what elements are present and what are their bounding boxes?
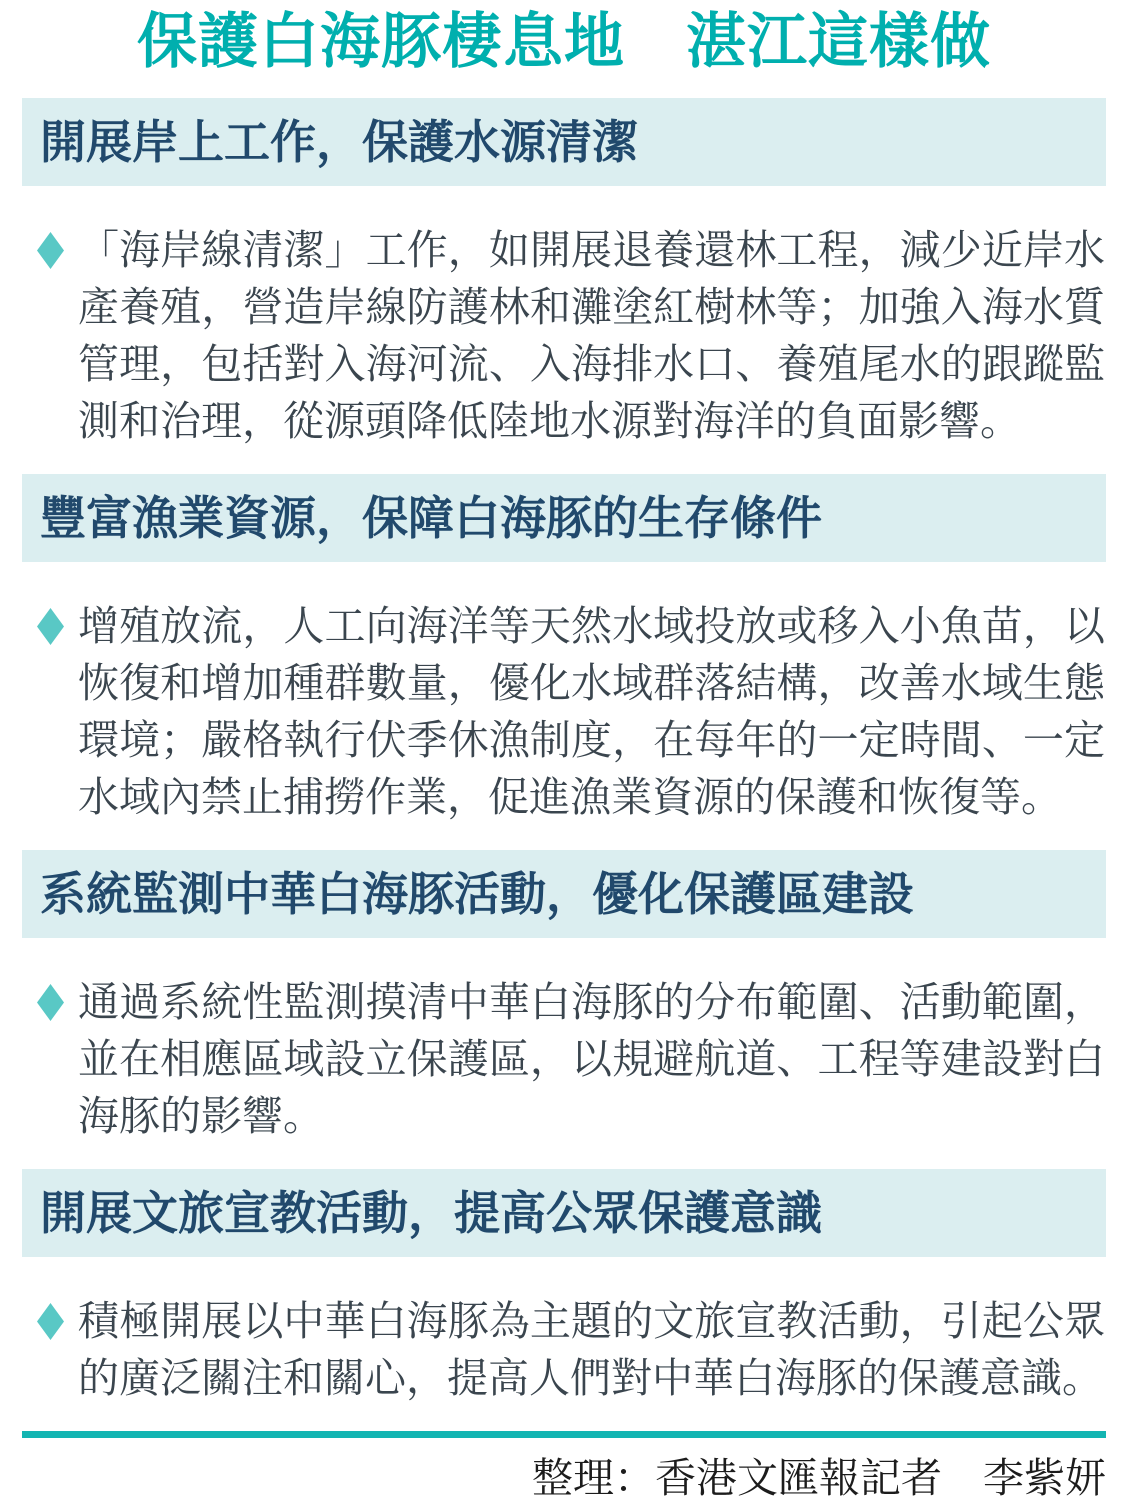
credit-line: 整理：香港文匯報記者 李紫妍 (532, 1455, 1106, 1501)
diamond-bullet-icon (37, 608, 64, 645)
section-monitoring (0, 850, 1128, 1145)
section-heading-education: 開展文旅宣教活動，提高公眾保護意識 (22, 1169, 1106, 1257)
section-body-shore-work (22, 222, 1105, 450)
section-heading-fishery-resources: 豐富漁業資源，保障白海豚的生存條件 (22, 474, 1106, 562)
body-text: 積極開展以中華白海豚為主題的文旅宣教活動，引起公眾的廣泛關注和關心，提高人們對中華白海豚的保護意識。 (78, 1298, 1105, 1401)
divider-line (22, 1431, 1106, 1438)
section-fishery-resources (0, 474, 1128, 826)
section-shore-work (0, 98, 1128, 450)
body-text: 「海岸線清潔」工作，如開展退養還林工程，減少近岸水產養殖，營造岸線防護林和灘塗紅樹林等；加強入海水質管理，包括對入海河流、入海排水口、養殖尾水的跟蹤監測和治理，從源頭降低陸地水源對海洋的負面影響。 (78, 227, 1105, 444)
section-heading-shore-work: 開展岸上工作，保護水源清潔 (22, 98, 1106, 186)
section-body-monitoring (22, 974, 1105, 1145)
section-heading-monitoring: 系統監測中華白海豚活動，優化保護區建設 (22, 850, 1106, 938)
diamond-bullet-icon (37, 1303, 64, 1340)
diamond-bullet-icon (37, 984, 64, 1021)
section-education (0, 1169, 1128, 1407)
section-body-fishery-resources (22, 598, 1105, 826)
diamond-bullet-icon (37, 232, 64, 269)
section-body-education (22, 1293, 1105, 1407)
body-text: 增殖放流，人工向海洋等天然水域投放或移入小魚苗，以恢復和增加種群數量，優化水域群落結構，改善水域生態環境；嚴格執行伏季休漁制度，在每年的一定時間、一定水域內禁止捕撈作業，促進漁業資源的保護和恢復等。 (78, 603, 1105, 820)
body-text: 通過系統性監測摸清中華白海豚的分布範圍、活動範圍，並在相應區域設立保護區，以規避航道、工程等建設對白海豚的影響。 (78, 979, 1105, 1139)
page-title: 保護白海豚棲息地 湛江這樣做 (137, 9, 991, 75)
